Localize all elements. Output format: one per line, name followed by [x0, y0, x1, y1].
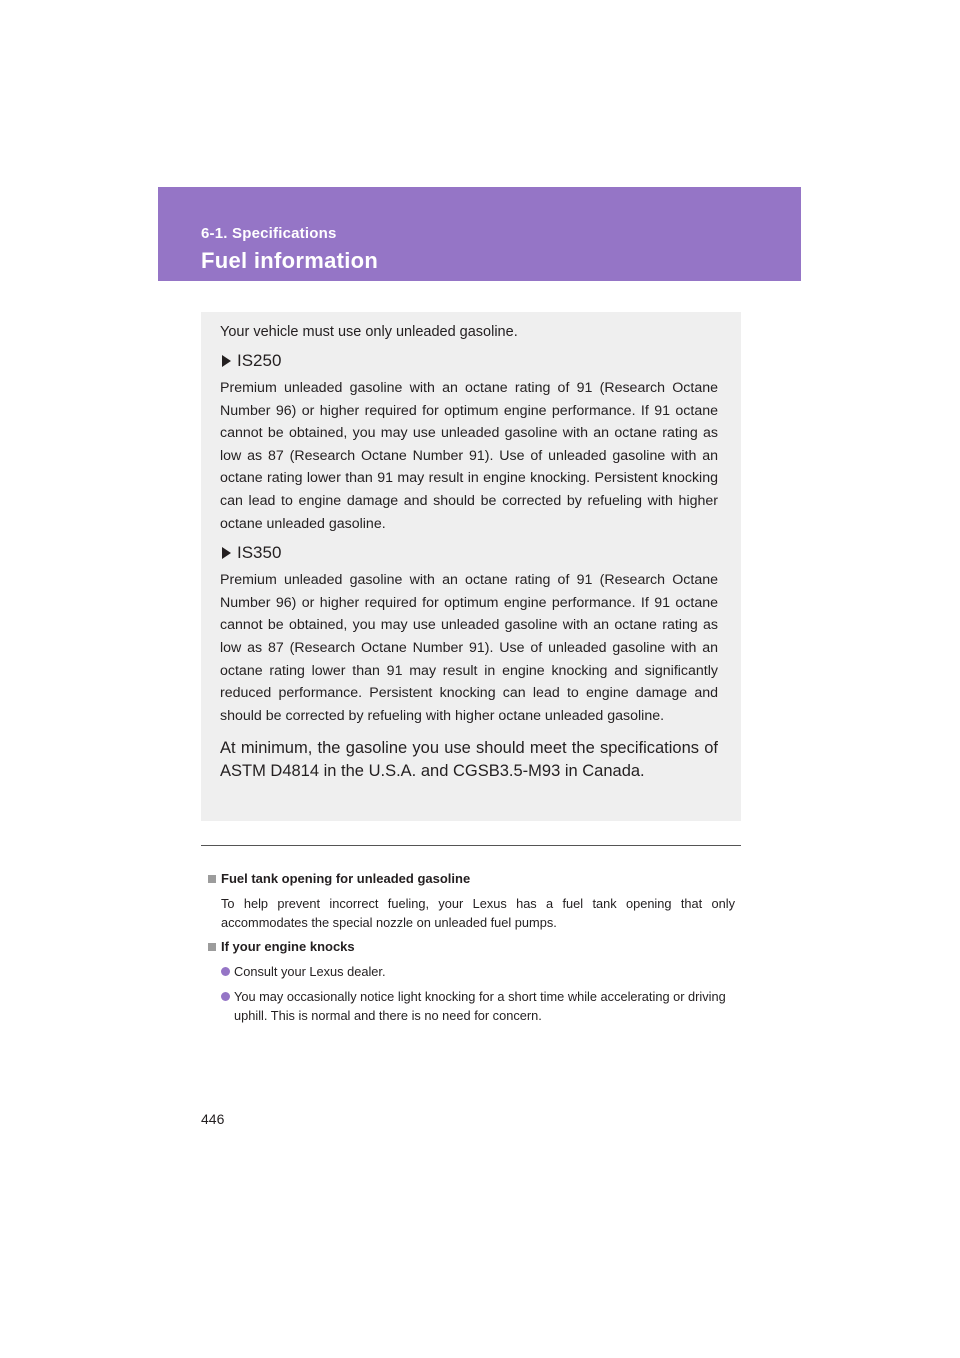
divider: [201, 845, 741, 846]
list-item: [221, 987, 735, 1025]
intro-text: Your vehicle must use only unleaded gasoline.: [220, 324, 518, 340]
section-label: 6-1. Specifications: [201, 225, 337, 242]
section-header: [158, 187, 801, 281]
bullet-dot-icon: [221, 967, 230, 976]
notes-section: [208, 864, 735, 1025]
square-marker-icon: [208, 943, 216, 951]
bullet-dot-icon: [221, 992, 230, 1001]
note-body: To help prevent incorrect fueling, your Lexus has a fuel tank opening that only accommodates the special nozzle on unleaded fuel pumps.: [221, 896, 735, 930]
note-heading: [208, 938, 735, 956]
fuel-requirements-box: [201, 312, 741, 821]
square-marker-icon: [208, 875, 216, 883]
list-item: [221, 962, 735, 981]
page-number: 446: [201, 1111, 225, 1127]
model-name: IS250: [237, 351, 282, 370]
model-text-is350: Premium unleaded gasoline with an octane rating of 91 (Research Octane Number 96) or higher required for optimum engine performance. If 91 octane cannot be obtained, you may use unleaded gasoline with an octane rating as low as 87 (Research Octane Number 91). Use of unleaded gasoline with an octane rating lower than 91 may result in engine knocking and significantly reduced performance. Persistent knocking can lead to engine damage and should be corrected by refueling with higher octane unleaded gasoline.: [220, 572, 718, 724]
model-name: IS350: [237, 543, 282, 563]
note-heading-text: Fuel tank opening for unleaded gasoline: [221, 871, 471, 886]
note-heading-text: If your engine knocks: [221, 939, 355, 954]
page-title: Fuel information: [201, 248, 379, 273]
triangle-bullet-icon: [222, 547, 231, 559]
model-heading-is350: [220, 543, 718, 563]
note-heading: [208, 870, 735, 888]
model-text-is250: Premium unleaded gasoline with an octane rating of 91 (Research Octane Number 96) or higher required for optimum engine performance. If 91 octane cannot be obtained, you may use unleaded gasoline with an octane rating as low as 87 (Research Octane Number 91). Use of unleaded gasoline with an octane rating lower than 91 may result in engine knocking. Persistent knocking can lead to engine damage and should be corrected by refueling with higher octane unleaded gasoline.: [220, 380, 718, 532]
list-item-text: Consult your Lexus dealer.: [234, 964, 386, 979]
specification-note: At minimum, the gasoline you use should meet the specifications of ASTM D4814 in the U.S.A. and CGSB3.5-M93 in Canada.: [220, 739, 718, 781]
list-item-text: You may occasionally notice light knocking for a short time while accelerating or driving uphill. This is normal and there is no need for concern.: [234, 989, 726, 1023]
triangle-bullet-icon: [222, 355, 231, 367]
model-heading-is250: [220, 351, 718, 371]
